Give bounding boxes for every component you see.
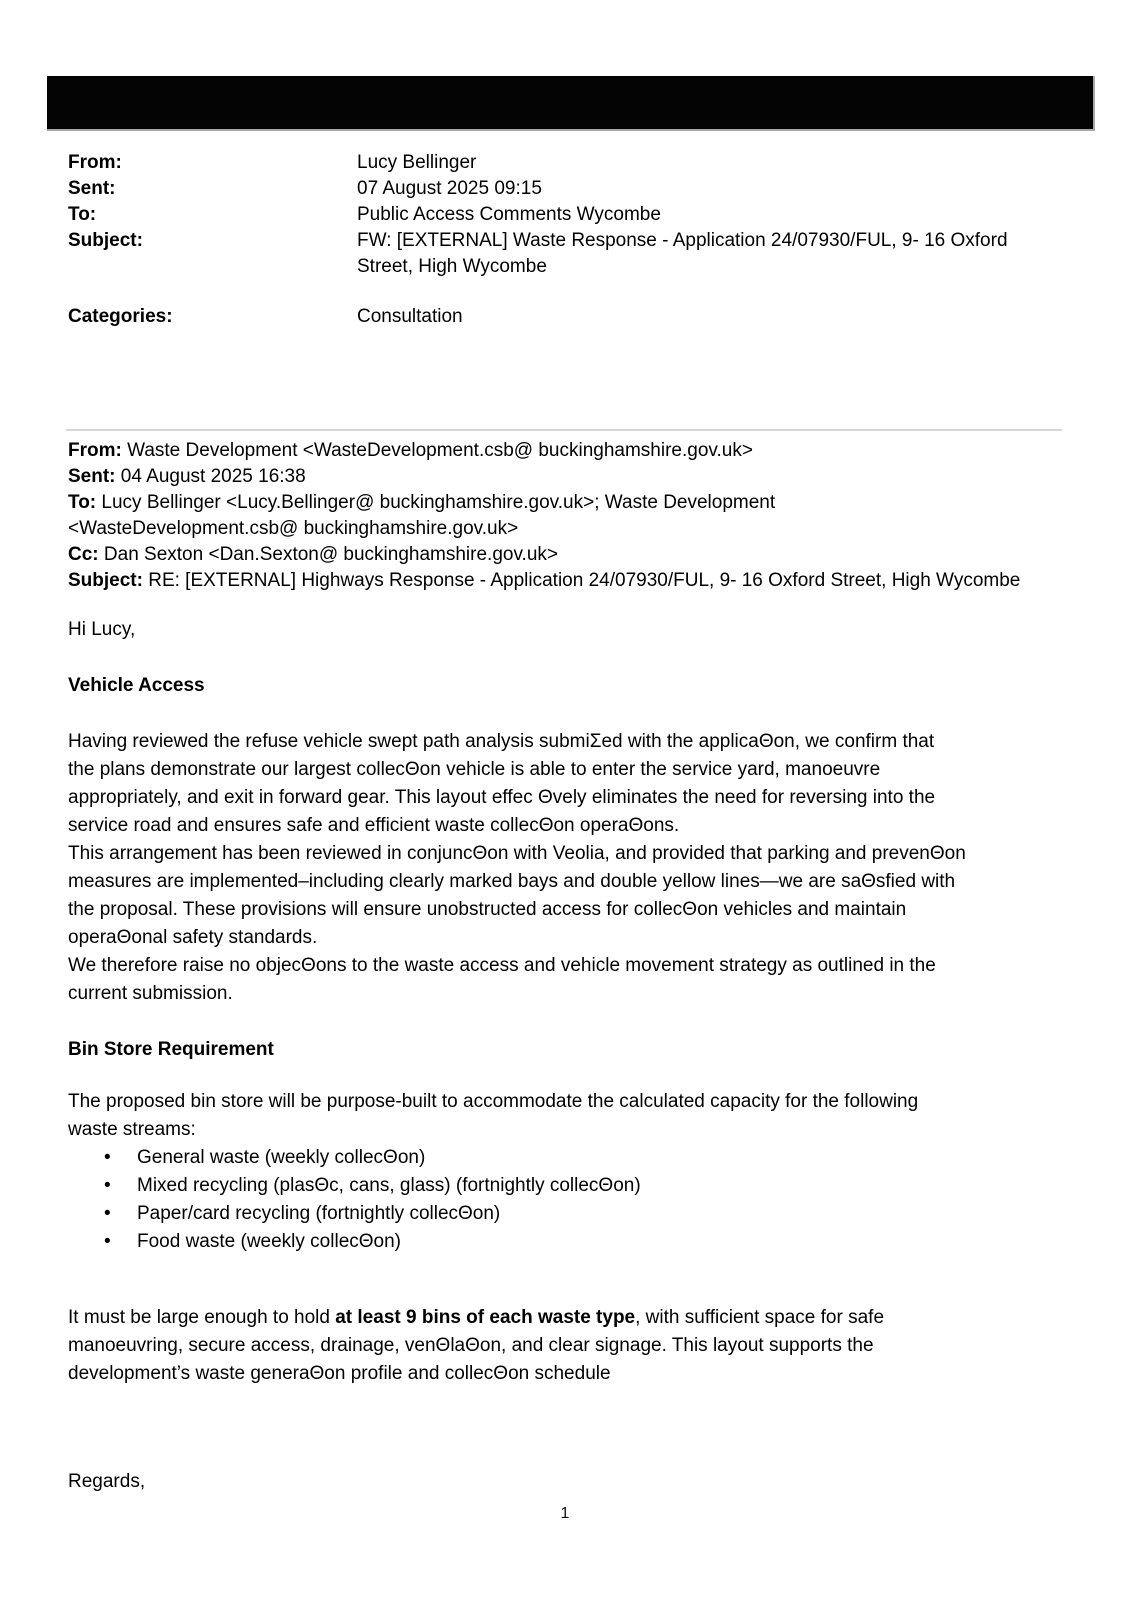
vehicle-access-paragraphs — [68, 728, 966, 1008]
email-header-block — [68, 150, 1057, 330]
quoted-cc-line — [68, 542, 1020, 568]
divider-line — [66, 429, 1062, 431]
email-body — [68, 616, 966, 1496]
body-line: the proposal. These provisions will ensure unobstructed access for collecΘon vehicles and maintain — [68, 899, 907, 920]
body-line: current submission. — [68, 983, 233, 1004]
header-row-sent — [68, 176, 1057, 202]
redacted-header-bar — [47, 76, 1095, 131]
vehicle-access-heading: Vehicle Access — [68, 675, 205, 696]
bullet-item — [68, 1144, 966, 1172]
quoted-header-block — [68, 438, 1020, 594]
quoted-cc-value: Dan Sexton <Dan.Sexton@ buckinghamshire.gov.uk> — [98, 544, 558, 565]
bullet-icon: • — [104, 1203, 111, 1224]
closing-pre-text: It must be large enough to hold — [68, 1307, 336, 1328]
quoted-to-value: Lucy Bellinger <Lucy.Bellinger@ buckinghamshire.gov.uk>; Waste Development — [96, 492, 776, 513]
to-label: To: — [68, 204, 97, 225]
body-line: The proposed bin store will be purpose-built to accommodate the calculated capacity for the following — [68, 1091, 919, 1112]
categories-label: Categories: — [68, 306, 173, 327]
sent-value: 07 August 2025 09:15 — [357, 178, 542, 199]
bullet-item — [68, 1228, 966, 1256]
page-number: 1 — [560, 1505, 570, 1522]
bullet-list — [68, 1144, 966, 1256]
sent-label: Sent: — [68, 178, 116, 199]
body-line: appropriately, and exit in forward gear. This layout effec Θvely eliminates the need for reversing into the — [68, 787, 936, 808]
subject-label: Subject: — [68, 230, 143, 251]
quoted-sent-value: 04 August 2025 16:38 — [115, 466, 306, 487]
header-row-from — [68, 150, 1057, 176]
bin-store-intro — [68, 1088, 966, 1144]
header-row-categories — [68, 304, 1057, 330]
quoted-subject-label: Subject: — [68, 570, 143, 591]
bullet-text: General waste (weekly collecΘon) — [137, 1147, 426, 1168]
bullet-icon: • — [104, 1147, 111, 1168]
bin-store-heading: Bin Store Requirement — [68, 1039, 274, 1060]
quoted-cc-label: Cc: — [68, 544, 99, 565]
body-line: manoeuvring, secure access, drainage, venΘlaΘon, and clear signage. This layout supports the — [68, 1335, 874, 1356]
body-line: operaΘonal safety standards. — [68, 927, 318, 948]
quoted-subject-value: RE: [EXTERNAL] Highways Response - Application 24/07930/FUL, 9- 16 Oxford Street, High Wycombe — [142, 570, 1021, 591]
quoted-to-line — [68, 490, 1020, 516]
categories-value: Consultation — [357, 306, 463, 327]
quoted-from-line — [68, 438, 1020, 464]
body-line: We therefore raise no objecΘons to the waste access and vehicle movement strategy as outlined in the — [68, 955, 936, 976]
quoted-from-value: Waste Development <WasteDevelopment.csb@ buckinghamshire.gov.uk> — [121, 440, 753, 461]
quoted-sent-line — [68, 464, 1020, 490]
quoted-subject-line — [68, 568, 1020, 594]
from-value: Lucy Bellinger — [357, 152, 477, 173]
to-value: Public Access Comments Wycombe — [357, 204, 661, 225]
bullet-text: Mixed recycling (plasΘc, cans, glass) (fortnightly collecΘon) — [137, 1175, 641, 1196]
closing-post-text: , with sufficient space for safe — [635, 1307, 885, 1328]
body-line: the plans demonstrate our largest collecΘon vehicle is able to enter the service yard, manoeuvre — [68, 759, 881, 780]
body-line: This arrangement has been reviewed in conjuncΘon with Veolia, and provided that parking and prevenΘon — [68, 843, 966, 864]
signoff-text: Regards, — [68, 1471, 146, 1492]
quoted-to-label: To: — [68, 492, 97, 513]
header-row-subject — [68, 228, 1057, 280]
header-row-to — [68, 202, 1057, 228]
closing-paragraph — [68, 1304, 966, 1388]
body-line: waste streams: — [68, 1119, 196, 1140]
greeting-text: Hi Lucy, — [68, 619, 136, 640]
from-label: From: — [68, 152, 122, 173]
bullet-icon: • — [104, 1231, 111, 1252]
quoted-from-label: From: — [68, 440, 122, 461]
bullet-icon: • — [104, 1175, 111, 1196]
bullet-text: Food waste (weekly collecΘon) — [137, 1231, 401, 1252]
bold-requirement-text: at least 9 bins of each waste type — [335, 1307, 636, 1328]
bullet-text: Paper/card recycling (fortnightly collecΘon) — [137, 1203, 501, 1224]
body-line: service road and ensures safe and efficient waste collecΘon operaΘons. — [68, 815, 680, 836]
quoted-sent-label: Sent: — [68, 466, 116, 487]
body-line: development’s waste generaΘon profile and collecΘon schedule — [68, 1363, 611, 1384]
quoted-to-wrap-value: <WasteDevelopment.csb@ buckinghamshire.gov.uk> — [68, 518, 519, 539]
body-line — [68, 1304, 966, 1332]
quoted-to-wrap-line — [68, 516, 1020, 542]
body-line: measures are implemented–including clearly marked bays and double yellow lines—we are saΘsfied with — [68, 871, 956, 892]
subject-value: FW: [EXTERNAL] Waste Response - Application 24/07930/FUL, 9- 16 Oxford Street, High Wycombe — [357, 230, 1008, 277]
bullet-item — [68, 1172, 966, 1200]
bullet-item — [68, 1200, 966, 1228]
body-line: Having reviewed the refuse vehicle swept path analysis submiΣed with the applicaΘon, we confirm that — [68, 731, 935, 752]
